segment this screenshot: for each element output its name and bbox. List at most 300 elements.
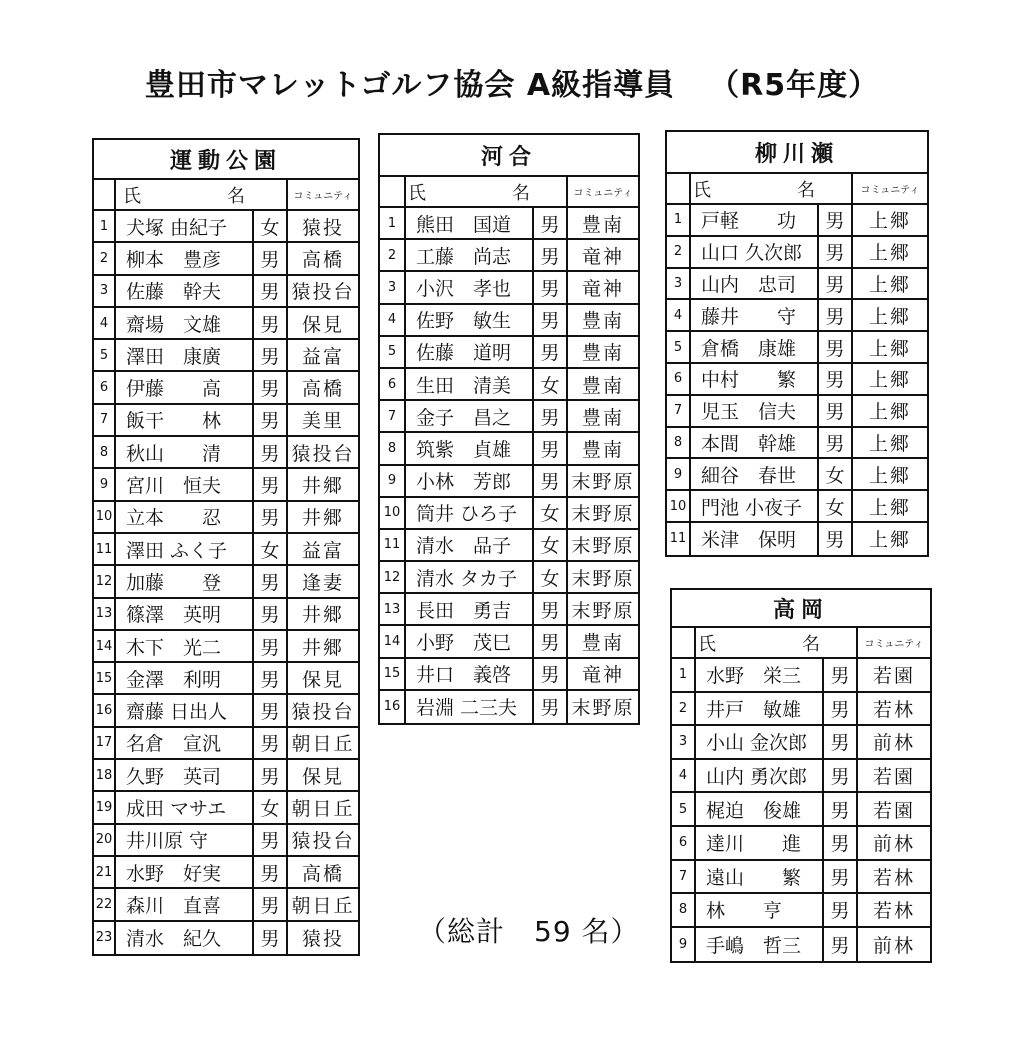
member-name: 梶迫 俊雄 [696, 793, 824, 825]
table-row [94, 728, 358, 760]
member-sex: 男 [824, 760, 858, 792]
table-body [380, 208, 638, 723]
table-body [94, 211, 358, 954]
table-row [94, 340, 358, 372]
row-number: 7 [672, 861, 696, 893]
member-sex: 男 [254, 243, 288, 273]
member-community: 井郷 [301, 636, 344, 659]
member-sex: 男 [824, 928, 858, 962]
member-sex: 男 [534, 208, 568, 238]
member-name: 筑紫 貞雄 [406, 433, 534, 463]
member-community: 益富 [301, 345, 344, 368]
member-community: 上郷 [868, 337, 911, 360]
member-name: 佐野 敏生 [406, 305, 534, 335]
row-number: 3 [667, 269, 691, 299]
member-sex: 男 [824, 894, 858, 926]
member-sex: 男 [254, 372, 288, 402]
member-sex: 女 [254, 534, 288, 564]
member-name: 小野 茂巳 [406, 626, 534, 656]
row-number: 23 [94, 922, 116, 954]
member-name: 飯干 林 [116, 405, 254, 435]
community-column-header: コミュニティ [573, 188, 633, 199]
table-row [94, 825, 358, 857]
member-name: 名倉 宣汎 [116, 728, 254, 758]
member-name: 小沢 孝也 [406, 272, 534, 302]
member-name: 達川 進 [696, 827, 824, 859]
member-community: 保見 [301, 668, 344, 691]
member-sex: 女 [534, 562, 568, 592]
member-community: 上郷 [868, 369, 911, 392]
table-kawai [378, 133, 640, 725]
member-sex: 女 [819, 491, 853, 521]
group-title: 柳川瀬 [667, 132, 927, 174]
table-row [380, 498, 638, 530]
member-community: 竜神 [581, 245, 624, 268]
table-takaoka [670, 588, 932, 963]
member-sex: 男 [534, 691, 568, 723]
row-number: 4 [667, 300, 691, 330]
member-community: 若林 [872, 866, 915, 889]
member-name: 清水 紀久 [116, 922, 254, 954]
table-row [380, 305, 638, 337]
row-number: 15 [94, 663, 116, 693]
member-sex: 男 [534, 240, 568, 270]
member-sex: 男 [819, 237, 853, 267]
member-community: 若園 [872, 665, 915, 688]
row-number: 14 [94, 631, 116, 661]
member-sex: 男 [254, 469, 288, 499]
member-name: 齋場 文雄 [116, 308, 254, 338]
table-row [94, 437, 358, 469]
table-row [667, 364, 927, 396]
member-name: 金澤 利明 [116, 663, 254, 693]
fiscal-year: （R5年度） [709, 68, 880, 103]
table-row [94, 599, 358, 631]
number-column-header [667, 174, 691, 203]
member-name: 筒井 ひろ子 [406, 498, 534, 528]
table-row [94, 469, 358, 501]
row-number: 1 [380, 208, 406, 238]
member-community: 若園 [872, 799, 915, 822]
member-name: 藤井 守 [691, 300, 819, 330]
table-row [94, 211, 358, 243]
row-number: 5 [667, 332, 691, 362]
row-number: 1 [667, 205, 691, 235]
member-sex: 男 [254, 308, 288, 338]
table-row [94, 534, 358, 566]
member-community: 若林 [872, 698, 915, 721]
member-community: 猿投台 [291, 281, 355, 304]
table-row [94, 889, 358, 921]
row-number: 17 [94, 728, 116, 758]
row-number: 10 [380, 498, 406, 528]
member-community: 猿投 [301, 928, 344, 951]
member-community: 末野原 [571, 503, 635, 526]
table-row [380, 562, 638, 594]
member-community: 末野原 [571, 471, 635, 494]
row-number: 8 [667, 428, 691, 458]
member-sex: 男 [534, 337, 568, 367]
member-community: 前林 [872, 935, 915, 958]
table-row [94, 663, 358, 695]
member-community: 井郷 [301, 475, 344, 498]
member-community: 上郷 [868, 464, 911, 487]
member-community: 上郷 [868, 401, 911, 424]
member-name: 小山 金次郎 [696, 726, 824, 758]
member-sex: 男 [819, 332, 853, 362]
member-sex: 男 [254, 760, 288, 790]
column-header-row [94, 180, 358, 211]
member-community: 前林 [872, 732, 915, 755]
row-number: 8 [94, 437, 116, 467]
table-row [667, 237, 927, 269]
table-row [94, 308, 358, 340]
member-sex: 男 [254, 502, 288, 532]
table-row [672, 760, 930, 794]
row-number: 21 [94, 857, 116, 887]
member-community: 猿投 [301, 216, 344, 239]
name-column-header: 氏 名 [691, 174, 853, 203]
member-name: 宮川 恒夫 [116, 469, 254, 499]
member-name: 森川 直喜 [116, 889, 254, 919]
member-sex: 男 [254, 437, 288, 467]
row-number: 9 [94, 469, 116, 499]
row-number: 2 [667, 237, 691, 267]
member-sex: 男 [819, 396, 853, 426]
community-column-header: コミュニティ [864, 639, 924, 650]
member-sex: 男 [534, 466, 568, 496]
member-community: 末野原 [571, 535, 635, 558]
member-name: 井口 義啓 [406, 659, 534, 689]
row-number: 9 [380, 466, 406, 496]
table-undo-koen [92, 138, 360, 956]
member-name: 犬塚 由紀子 [116, 211, 254, 241]
member-sex: 男 [254, 825, 288, 855]
member-sex: 男 [254, 405, 288, 435]
member-sex: 男 [819, 364, 853, 394]
member-community: 高橋 [301, 378, 344, 401]
member-sex: 女 [534, 530, 568, 560]
member-name: 井川原 守 [116, 825, 254, 855]
member-community: 豊南 [581, 374, 624, 397]
member-name: 生田 清美 [406, 369, 534, 399]
member-sex: 男 [254, 695, 288, 725]
member-name: 手嶋 哲三 [696, 928, 824, 962]
member-sex: 男 [819, 205, 853, 235]
member-sex: 男 [534, 433, 568, 463]
document-title [0, 60, 1024, 104]
table-row [94, 695, 358, 727]
row-number: 3 [672, 726, 696, 758]
member-name: 遠山 繁 [696, 861, 824, 893]
member-name: 柳本 豊彦 [116, 243, 254, 273]
member-name: 林 亨 [696, 894, 824, 926]
table-row [380, 691, 638, 723]
member-sex: 男 [254, 663, 288, 693]
row-number: 1 [672, 659, 696, 691]
number-column-header [380, 177, 406, 206]
table-row [380, 208, 638, 240]
member-name: 清水 品子 [406, 530, 534, 560]
row-number: 7 [94, 405, 116, 435]
member-sex: 男 [824, 861, 858, 893]
row-number: 4 [94, 308, 116, 338]
member-community: 益富 [301, 539, 344, 562]
number-column-header [672, 628, 696, 657]
member-name: 佐藤 道明 [406, 337, 534, 367]
member-sex: 男 [534, 594, 568, 624]
row-number: 2 [672, 693, 696, 725]
row-number: 6 [94, 372, 116, 402]
member-name: 篠澤 英明 [116, 599, 254, 629]
member-community: 豊南 [581, 406, 624, 429]
member-community: 豊南 [581, 438, 624, 461]
member-name: 澤田 康廣 [116, 340, 254, 370]
name-column-header: 氏 名 [406, 177, 568, 206]
community-column-header: コミュニティ [293, 191, 353, 202]
table-body [672, 659, 930, 961]
table-row [380, 337, 638, 369]
member-community: 豊南 [581, 213, 624, 236]
row-number: 10 [667, 491, 691, 521]
member-community: 若林 [872, 900, 915, 923]
table-row [672, 894, 930, 928]
member-sex: 男 [819, 523, 853, 555]
row-number: 22 [94, 889, 116, 919]
member-community: 竜神 [581, 277, 624, 300]
member-sex: 女 [254, 792, 288, 822]
member-sex: 男 [819, 428, 853, 458]
table-row [667, 396, 927, 428]
table-row [667, 332, 927, 364]
table-row [380, 466, 638, 498]
table-yanagawase [665, 130, 929, 557]
member-sex: 男 [254, 728, 288, 758]
column-header-row [672, 628, 930, 659]
member-name: 倉橋 康雄 [691, 332, 819, 362]
member-community: 末野原 [571, 599, 635, 622]
member-name: 久野 英司 [116, 760, 254, 790]
row-number: 12 [380, 562, 406, 592]
member-community: 猿投台 [291, 442, 355, 465]
group-title: 高岡 [672, 590, 930, 628]
table-row [94, 405, 358, 437]
row-number: 20 [94, 825, 116, 855]
member-name: 澤田 ふく子 [116, 534, 254, 564]
member-sex: 男 [254, 889, 288, 919]
member-sex: 男 [254, 276, 288, 306]
column-header-row [667, 174, 927, 205]
table-row [672, 861, 930, 895]
title-text: 豊田市マレットゴルフ協会 A級指導員 [144, 68, 676, 103]
member-sex: 男 [824, 726, 858, 758]
table-row [667, 523, 927, 555]
row-number: 19 [94, 792, 116, 822]
number-column-header [94, 180, 116, 209]
row-number: 16 [380, 691, 406, 723]
member-community: 井郷 [301, 604, 344, 627]
member-sex: 男 [254, 857, 288, 887]
table-row [672, 928, 930, 962]
member-sex: 男 [254, 599, 288, 629]
column-header-row [380, 177, 638, 208]
row-number: 13 [94, 599, 116, 629]
member-name: 山口 久次郎 [691, 237, 819, 267]
table-row [380, 659, 638, 691]
table-row [94, 566, 358, 598]
member-community: 保見 [301, 765, 344, 788]
row-number: 7 [667, 396, 691, 426]
table-row [667, 491, 927, 523]
member-sex: 女 [819, 459, 853, 489]
row-number: 14 [380, 626, 406, 656]
row-number: 8 [380, 433, 406, 463]
table-row [672, 693, 930, 727]
table-row [380, 530, 638, 562]
member-sex: 男 [534, 305, 568, 335]
group-title: 河合 [380, 135, 638, 177]
member-name: 児玉 信夫 [691, 396, 819, 426]
member-community: 猿投台 [291, 830, 355, 853]
member-community: 上郷 [868, 529, 911, 552]
table-row [667, 205, 927, 237]
table-row [380, 240, 638, 272]
table-row [94, 857, 358, 889]
member-community: 豊南 [581, 342, 624, 365]
row-number: 15 [380, 659, 406, 689]
member-name: 山内 勇次郎 [696, 760, 824, 792]
member-name: 水野 好実 [116, 857, 254, 887]
table-row [94, 502, 358, 534]
member-name: 山内 忠司 [691, 269, 819, 299]
row-number: 3 [380, 272, 406, 302]
member-community: 若園 [872, 766, 915, 789]
table-row [94, 243, 358, 275]
member-sex: 男 [534, 659, 568, 689]
member-sex: 男 [824, 827, 858, 859]
member-community: 猿投台 [291, 701, 355, 724]
member-name: 加藤 登 [116, 566, 254, 596]
member-community: 上郷 [868, 242, 911, 265]
group-title: 運動公園 [94, 140, 358, 180]
member-name: 成田 マサエ [116, 792, 254, 822]
member-community: 末野原 [571, 697, 635, 720]
table-row [94, 631, 358, 663]
row-number: 5 [672, 793, 696, 825]
member-sex: 女 [534, 369, 568, 399]
table-row [667, 269, 927, 301]
table-row [380, 401, 638, 433]
table-row [380, 272, 638, 304]
row-number: 4 [380, 305, 406, 335]
member-community: 高橋 [301, 248, 344, 271]
member-community: 朝日丘 [291, 797, 355, 820]
table-row [94, 792, 358, 824]
name-column-header: 氏 名 [116, 180, 288, 209]
member-community: 上郷 [868, 305, 911, 328]
table-row [672, 793, 930, 827]
table-body [667, 205, 927, 555]
row-number: 8 [672, 894, 696, 926]
member-community: 上郷 [868, 210, 911, 233]
member-sex: 男 [534, 272, 568, 302]
table-row [380, 594, 638, 626]
community-column-header: コミュニティ [860, 185, 920, 196]
member-name: 岩淵 二三夫 [406, 691, 534, 723]
table-row [667, 459, 927, 491]
member-community: 上郷 [868, 273, 911, 296]
member-community: 保見 [301, 313, 344, 336]
row-number: 10 [94, 502, 116, 532]
row-number: 4 [672, 760, 696, 792]
total-count: （総計 59 名） [418, 915, 640, 948]
member-name: 清水 タカ子 [406, 562, 534, 592]
row-number: 1 [94, 211, 116, 241]
table-row [667, 428, 927, 460]
member-community: 朝日丘 [291, 733, 355, 756]
member-community: 前林 [872, 833, 915, 856]
row-number: 6 [380, 369, 406, 399]
row-number: 2 [380, 240, 406, 270]
member-sex: 男 [254, 922, 288, 954]
name-column-header: 氏 名 [696, 628, 858, 657]
member-name: 佐藤 幹夫 [116, 276, 254, 306]
member-name: 木下 光二 [116, 631, 254, 661]
member-sex: 男 [534, 626, 568, 656]
row-number: 16 [94, 695, 116, 725]
table-row [94, 760, 358, 792]
member-name: 小林 芳郎 [406, 466, 534, 496]
member-sex: 女 [254, 211, 288, 241]
member-sex: 男 [819, 300, 853, 330]
row-number: 11 [667, 523, 691, 555]
member-name: 熊田 国道 [406, 208, 534, 238]
member-sex: 男 [254, 340, 288, 370]
member-community: 豊南 [581, 310, 624, 333]
member-name: 米津 保明 [691, 523, 819, 555]
member-name: 水野 栄三 [696, 659, 824, 691]
row-number: 11 [380, 530, 406, 560]
member-community: 朝日丘 [291, 894, 355, 917]
row-number: 7 [380, 401, 406, 431]
member-community: 美里 [301, 410, 344, 433]
member-community: 豊南 [581, 632, 624, 655]
member-name: 井戸 敏雄 [696, 693, 824, 725]
row-number: 9 [667, 459, 691, 489]
table-row [672, 827, 930, 861]
table-row [380, 433, 638, 465]
row-number: 18 [94, 760, 116, 790]
member-community: 井郷 [301, 507, 344, 530]
member-name: 齋藤 日出人 [116, 695, 254, 725]
member-sex: 男 [534, 401, 568, 431]
member-sex: 男 [254, 631, 288, 661]
member-sex: 男 [824, 693, 858, 725]
member-sex: 女 [534, 498, 568, 528]
row-number: 9 [672, 928, 696, 962]
member-community: 上郷 [868, 432, 911, 455]
row-number: 11 [94, 534, 116, 564]
member-sex: 男 [824, 793, 858, 825]
table-row [94, 922, 358, 954]
table-row [380, 626, 638, 658]
member-name: 細谷 春世 [691, 459, 819, 489]
member-name: 伊藤 高 [116, 372, 254, 402]
table-row [672, 726, 930, 760]
member-community: 逢妻 [301, 571, 344, 594]
member-name: 長田 勇吉 [406, 594, 534, 624]
row-number: 5 [94, 340, 116, 370]
